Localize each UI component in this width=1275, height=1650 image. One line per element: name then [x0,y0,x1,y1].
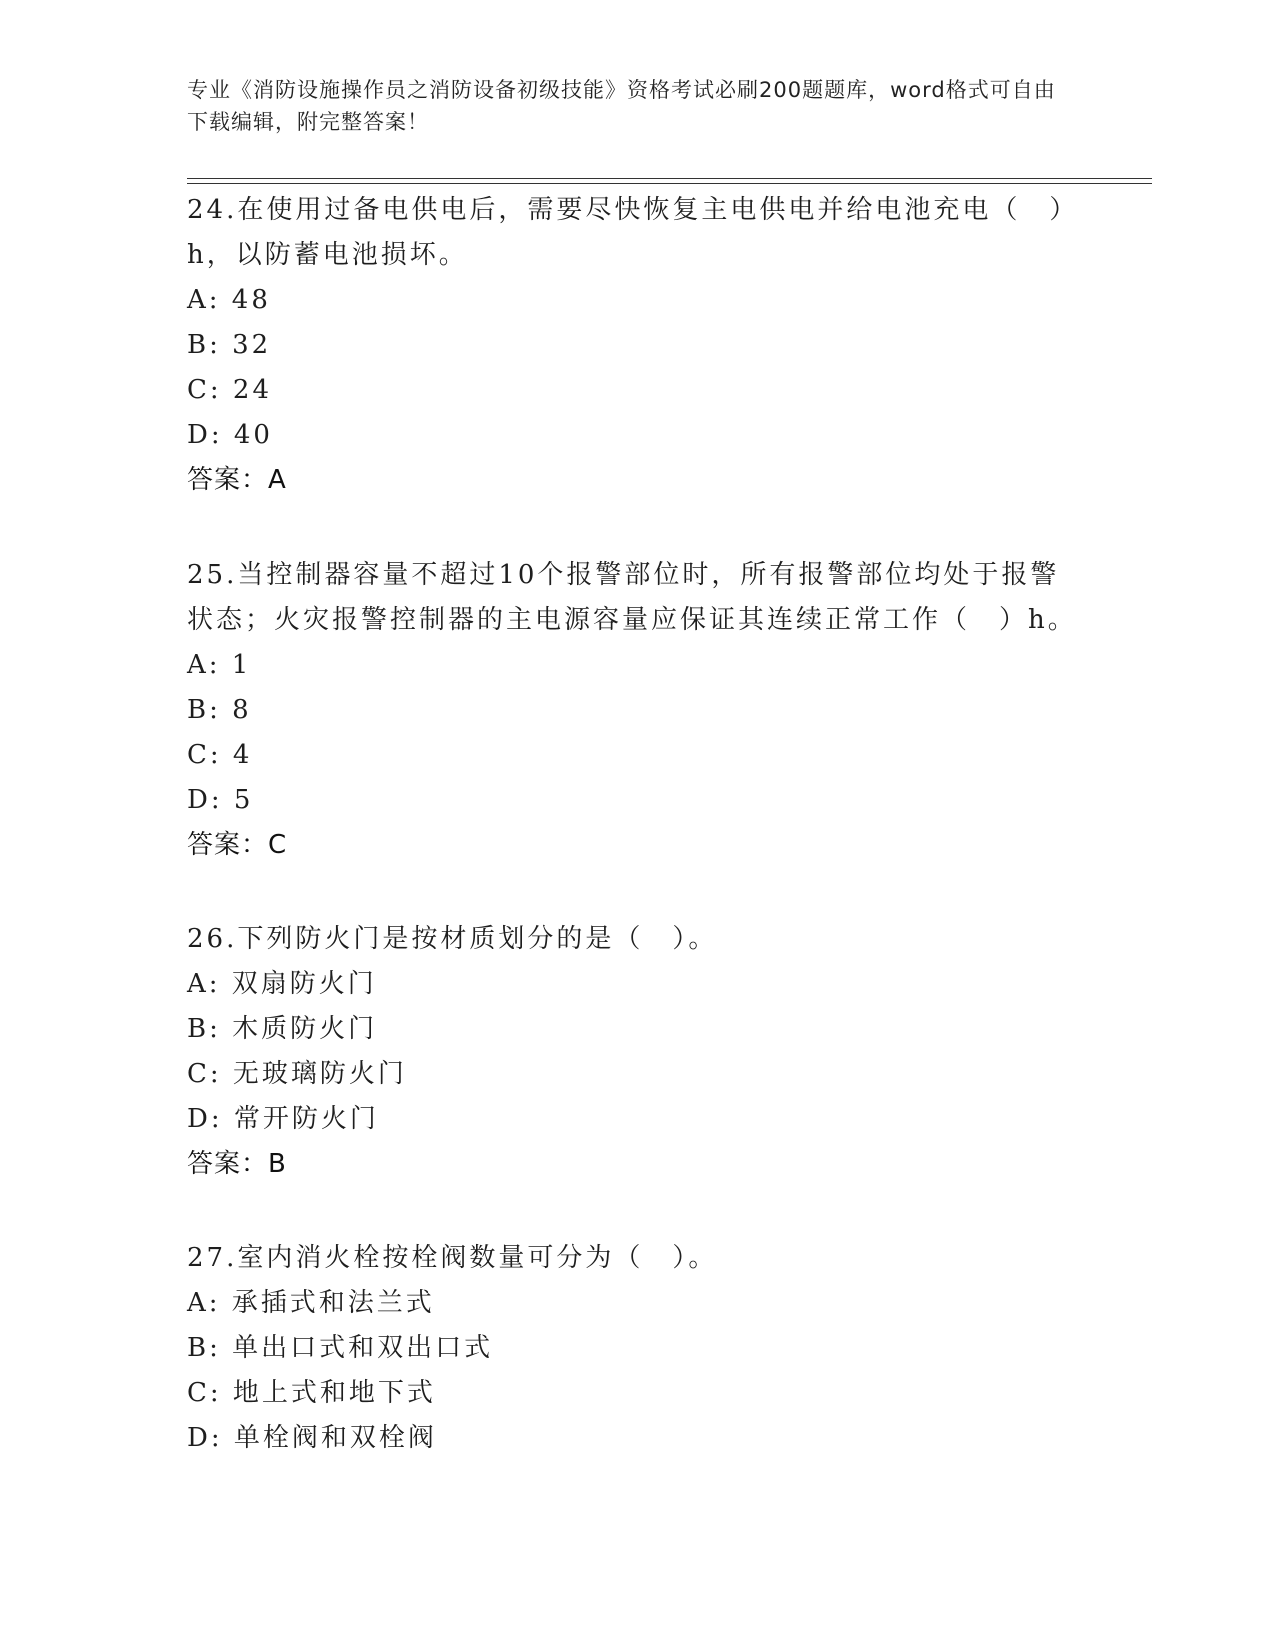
option-c: C: 4 [187,740,253,770]
option-b: B: 单出口式和双出口式 [187,1333,494,1363]
option-d: D: 常开防火门 [187,1104,379,1134]
header-divider-bottom [187,183,1152,184]
option-a: A: 双扇防火门 [187,969,377,999]
question-stem-line: 25.当控制器容量不超过10个报警部位时，所有报警部位均处于报警 [187,560,1060,590]
question-stem-line: 27.室内消火栓按栓阀数量可分为（ ）。 [187,1243,718,1273]
option-a: A: 1 [187,650,252,680]
answer-label: 答案：A [187,465,287,495]
question-stem-line: 状态；火灾报警控制器的主电源容量应保证其连续正常工作（ ）h。 [187,605,1077,635]
option-a: A: 48 [187,285,271,315]
header-divider-top [187,178,1152,179]
answer-label: 答案：B [187,1149,287,1179]
option-a: A: 承插式和法兰式 [187,1288,435,1318]
option-d: D: 5 [187,785,254,815]
option-d: D: 40 [187,420,273,450]
option-b: B: 8 [187,695,252,725]
option-c: C: 地上式和地下式 [187,1378,436,1408]
question-stem-line: h，以防蓄电池损坏。 [187,240,468,270]
question-stem-line: 26.下列防火门是按材质划分的是（ ）。 [187,924,718,954]
option-c: C: 24 [187,375,273,405]
option-b: B: 32 [187,330,272,360]
option-c: C: 无玻璃防火门 [187,1059,407,1089]
question-24 [187,188,1087,503]
option-b: B: 木质防火门 [187,1014,378,1044]
question-27 [187,1236,1087,1461]
option-d: D: 单栓阀和双栓阀 [187,1423,437,1453]
document-header: 专业《消防设施操作员之消防设备初级技能》资格考试必刷200题题库，word格式可自由下载编辑，附完整答案！ [187,78,1056,134]
question-26 [187,917,1087,1187]
question-stem-line: 24.在使用过备电供电后，需要尽快恢复主电供电并给电池充电（ ） [187,195,1079,225]
question-25 [187,553,1087,868]
answer-label: 答案：C [187,830,288,860]
